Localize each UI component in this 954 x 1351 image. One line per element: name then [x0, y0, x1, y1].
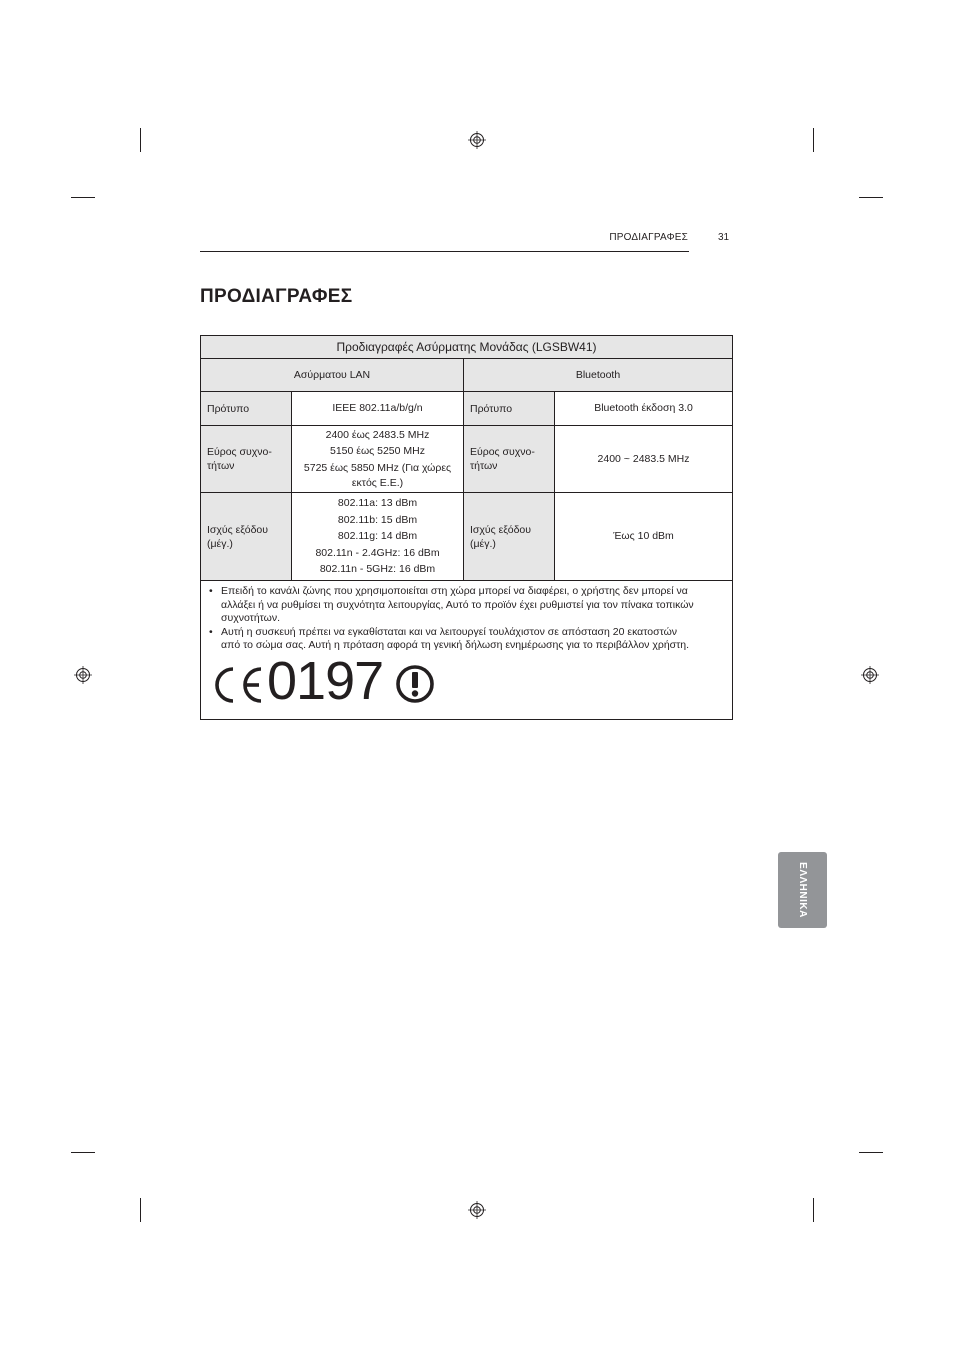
- crop-mark: [71, 197, 95, 198]
- crop-mark: [71, 1152, 95, 1153]
- bt-standard-value: Bluetooth έκδοση 3.0: [555, 392, 733, 426]
- note-item: • Αυτή η συσκευή πρέπει να εγκαθίσταται και να λειτουργεί τουλάχιστον σε απόσταση 20 εκατοστών από το σώμα σας. Αυτή η πρόταση αφορά τη γενική δήλωση ενημέρωσης για το περιβάλλον χρήστη.: [209, 625, 690, 651]
- lan-frequency-value: 2400 έως 2483.5 MHz 5150 έως 5250 MHz 5725 έως 5850 MHz (Για χώρες εκτός Ε.Ε.): [292, 426, 464, 493]
- table-caption: Προδιαγραφές Ασύρματης Μονάδας (LGSBW41): [201, 336, 733, 359]
- registration-mark-icon: [861, 666, 879, 684]
- wireless-spec-table: [200, 335, 733, 720]
- running-header-section: ΠΡΟΔΙΑΓΡΑΦΕΣ: [609, 232, 688, 243]
- note-item: • Επειδή το κανάλι ζώνης που χρησιμοποιείται στη χώρα μπορεί να διαφέρει, ο χρήστης δεν μπορεί να αλλάξει ή να ρυθμίσει τη συχνότητα λειτουργίας, Αυτό το προϊόν έχει ρυθμιστεί για τον πίνακα τοπικών συχνοτήτων.: [209, 585, 694, 624]
- ce-marking: [209, 650, 724, 711]
- crop-mark: [859, 1152, 883, 1153]
- registration-mark-icon: [468, 131, 486, 149]
- column-header-bluetooth: Bluetooth: [464, 359, 733, 392]
- lan-frequency-label: Εύρος συχνο- τήτων: [201, 426, 292, 493]
- registration-mark-icon: [74, 666, 92, 684]
- table-notes: [201, 581, 733, 720]
- language-side-tab-label: ΕΛΛΗΝΙΚΑ: [797, 862, 808, 918]
- bt-frequency-label: Εύρος συχνο- τήτων: [464, 426, 555, 493]
- column-header-wireless-lan: Ασύρματου LAN: [201, 359, 464, 392]
- lan-output-power-value: 802.11a: 13 dBm 802.11b: 15 dBm 802.11g: 14 dBm 802.11n - 2.4GHz: 16 dBm 802.11n - 5GHz: 16 dBm: [292, 493, 464, 581]
- table-row: [201, 493, 733, 581]
- bt-output-power-label: Ισχύς εξόδου (μέγ.): [464, 493, 555, 581]
- crop-mark: [813, 1198, 814, 1222]
- crop-mark: [859, 197, 883, 198]
- table-row: [201, 392, 733, 426]
- lan-standard-label: Πρότυπο: [201, 392, 292, 426]
- crop-mark: [140, 1198, 141, 1222]
- lan-output-power-label: Ισχύς εξόδου (μέγ.): [201, 493, 292, 581]
- language-side-tab: [778, 852, 827, 928]
- table-row: [201, 426, 733, 493]
- bt-frequency-value: 2400 ~ 2483.5 MHz: [555, 426, 733, 493]
- alert-mark-icon: [395, 664, 435, 704]
- crop-mark: [813, 128, 814, 152]
- page-number: 31: [718, 232, 730, 243]
- bt-output-power-value: Έως 10 dBm: [555, 493, 733, 581]
- bt-standard-label: Πρότυπο: [464, 392, 555, 426]
- crop-mark: [140, 128, 141, 152]
- page-title: ΠΡΟΔΙΑΓΡΑΦΕΣ: [200, 286, 353, 307]
- notified-body-number: 0197: [267, 650, 384, 711]
- ce-mark-icon: [209, 665, 265, 705]
- lan-standard-value: IEEE 802.11a/b/g/n: [292, 392, 464, 426]
- header-rule: [200, 251, 689, 252]
- registration-mark-icon: [468, 1201, 486, 1219]
